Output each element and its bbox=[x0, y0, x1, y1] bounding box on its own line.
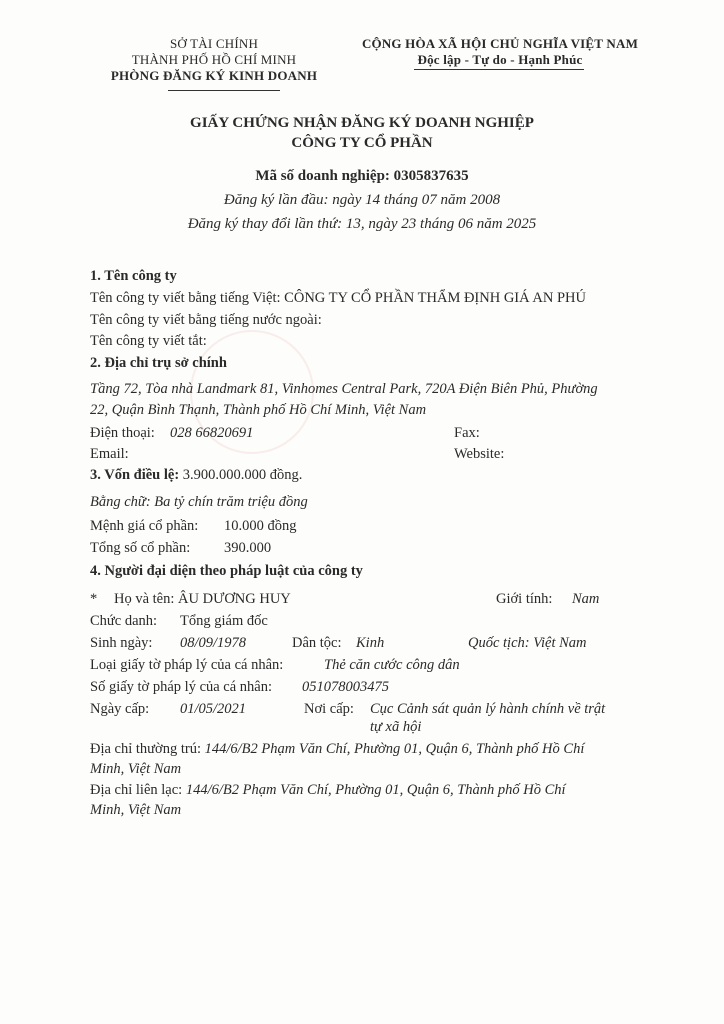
id-type-value: Thẻ căn cước công dân bbox=[324, 657, 460, 673]
phone-value: 028 66820691 bbox=[170, 425, 254, 441]
section-2-heading: 2. Địa chỉ trụ sở chính bbox=[90, 355, 227, 371]
rep-name-row bbox=[114, 591, 291, 608]
phone-label: Điện thoại: bbox=[90, 425, 155, 441]
position-value: Tổng giám đốc bbox=[180, 613, 268, 629]
issue-date-value: 01/05/2021 bbox=[180, 701, 247, 717]
short-name-label: Tên công ty viết tắt: bbox=[90, 333, 207, 349]
issue-place-label: Nơi cấp: bbox=[304, 701, 354, 717]
total-shares-label: Tổng số cổ phần: bbox=[90, 540, 191, 556]
first-registration: Đăng ký lần đầu: ngày 14 tháng 07 năm 2008 bbox=[223, 192, 501, 208]
vn-name-label: Tên công ty viết bằng tiếng Việt: bbox=[90, 290, 281, 306]
gender-label: Giới tính: bbox=[496, 591, 553, 607]
contact-address-line-2: Minh, Việt Nam bbox=[90, 802, 182, 818]
rep-name-label: Họ và tên: bbox=[114, 591, 175, 607]
fax-label: Fax: bbox=[454, 425, 480, 441]
website-label: Website: bbox=[454, 446, 505, 462]
contact-address-line-1: 144/6/B2 Phạm Văn Chí, Phường 01, Quận 6, Thành phố Hồ Chí bbox=[185, 782, 566, 798]
total-shares-value: 390.000 bbox=[224, 540, 272, 556]
capital-row bbox=[90, 467, 302, 484]
section-3-heading: 3. Vốn điều lệ: bbox=[90, 467, 180, 483]
rep-name-value: ÂU DƯƠNG HUY bbox=[178, 591, 291, 607]
issue-place-line-2: tự xã hội bbox=[370, 719, 422, 735]
permanent-address-label: Địa chỉ thường trú: bbox=[90, 741, 201, 757]
vn-name-row bbox=[90, 290, 586, 307]
capital-value: 3.900.000.000 đồng. bbox=[182, 467, 303, 483]
permanent-address-row bbox=[90, 741, 584, 758]
vn-name-value: CÔNG TY CỔ PHẦN THẨM ĐỊNH GIÁ AN PHÚ bbox=[284, 290, 587, 306]
certificate-title: GIẤY CHỨNG NHẬN ĐĂNG KÝ DOANH NGHIỆP bbox=[190, 115, 534, 131]
gender-value: Nam bbox=[572, 591, 600, 607]
permanent-address-line-2: Minh, Việt Nam bbox=[90, 761, 182, 777]
id-type-label: Loại giấy tờ pháp lý của cá nhân: bbox=[90, 657, 284, 673]
email-label: Email: bbox=[90, 446, 129, 462]
address-line-1: Tầng 72, Tòa nhà Landmark 81, Vinhomes Central Park, 720A Điện Biên Phủ, Phường bbox=[90, 381, 598, 397]
agency-line-3: PHÒNG ĐĂNG KÝ KINH DOANH bbox=[110, 68, 318, 83]
par-value-label: Mệnh giá cổ phần: bbox=[90, 518, 199, 534]
contact-address-row bbox=[90, 782, 566, 799]
ethnicity-value: Kinh bbox=[356, 635, 385, 651]
section-1-heading: 1. Tên công ty bbox=[90, 268, 177, 284]
foreign-name-label: Tên công ty viết bằng tiếng nước ngoài: bbox=[90, 312, 322, 328]
dob-value: 08/09/1978 bbox=[180, 635, 247, 651]
contact-address-label: Địa chỉ liên lạc: bbox=[90, 782, 183, 798]
agency-line-2: THÀNH PHỐ HỒ CHÍ MINH bbox=[131, 52, 297, 67]
dob-label: Sinh ngày: bbox=[90, 635, 153, 651]
bullet: * bbox=[90, 591, 98, 607]
company-type: CÔNG TY CỔ PHẦN bbox=[291, 135, 433, 151]
id-number-label: Số giấy tờ pháp lý của cá nhân: bbox=[90, 679, 273, 695]
capital-in-words: Bằng chữ: Ba tỷ chín trăm triệu đồng bbox=[90, 494, 308, 510]
header-left-rule bbox=[168, 90, 280, 91]
address-line-2: 22, Quận Bình Thạnh, Thành phố Hồ Chí Minh, Việt Nam bbox=[90, 402, 427, 418]
agency-line-1: SỞ TÀI CHÍNH bbox=[169, 36, 259, 51]
issue-place-line-1: Cục Cảnh sát quản lý hành chính về trật bbox=[370, 701, 606, 717]
nationality: Quốc tịch: Việt Nam bbox=[468, 635, 587, 651]
ethnicity-label: Dân tộc: bbox=[292, 635, 342, 651]
id-number-value: 051078003475 bbox=[302, 679, 389, 695]
national-title: CỘNG HÒA XÃ HỘI CHỦ NGHĨA VIỆT NAM bbox=[361, 36, 639, 51]
permanent-address-line-1: 144/6/B2 Phạm Văn Chí, Phường 01, Quận 6, Thành phố Hồ Chí bbox=[204, 741, 585, 757]
tax-code: Mã số doanh nghiệp: 0305837635 bbox=[255, 168, 469, 184]
national-motto: Độc lập - Tự do - Hạnh Phúc bbox=[417, 52, 583, 67]
change-registration: Đăng ký thay đổi lần thứ: 13, ngày 23 tháng 06 năm 2025 bbox=[187, 216, 537, 232]
header-right-rule bbox=[414, 69, 584, 70]
par-value: 10.000 đồng bbox=[224, 518, 297, 534]
section-4-heading: 4. Người đại diện theo pháp luật của công ty bbox=[90, 563, 363, 579]
position-label: Chức danh: bbox=[90, 613, 158, 629]
issue-date-label: Ngày cấp: bbox=[90, 701, 150, 717]
